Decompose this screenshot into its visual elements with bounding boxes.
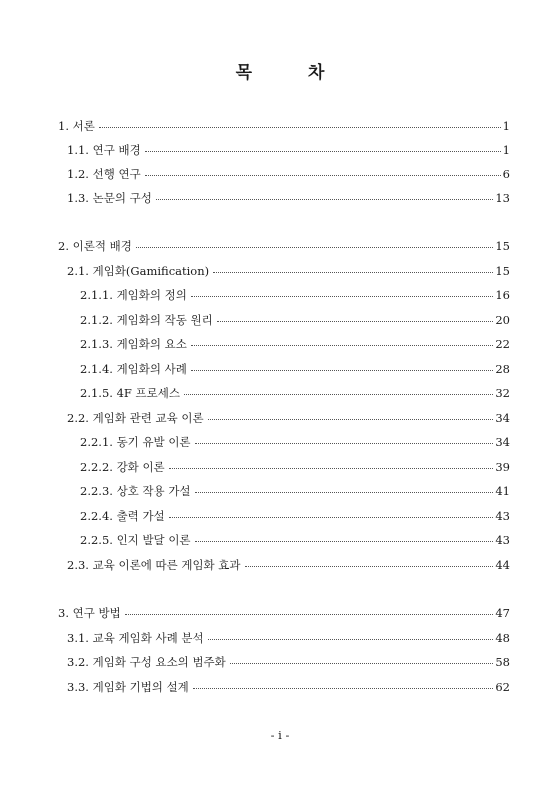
toc-entry-label: 3.1. 교육 게임화 사례 분석 <box>67 631 204 645</box>
toc-entry-section[interactable] <box>67 166 510 182</box>
toc-entry-page: 1 <box>502 143 510 157</box>
toc-leader-dots <box>213 263 493 273</box>
toc-entry-chapter[interactable] <box>58 118 510 134</box>
toc-entry-subsection[interactable] <box>80 483 510 499</box>
toc-leader-dots <box>193 679 494 689</box>
toc-entry-page: 32 <box>495 386 510 400</box>
toc-leader-dots <box>217 312 494 322</box>
toc-entry-page: 34 <box>495 411 510 425</box>
toc-leader-dots <box>208 630 494 640</box>
toc-entry-page: 13 <box>495 191 510 205</box>
toc-entry-label: 2.1.5. 4F 프로세스 <box>80 386 180 400</box>
toc-entry-label: 2.1.1. 게임화의 정의 <box>80 288 187 302</box>
toc-entry-chapter[interactable] <box>58 605 510 621</box>
toc-entry-page: 58 <box>495 655 510 669</box>
toc-entry-section[interactable] <box>67 654 510 670</box>
toc-entry-label: 1.1. 연구 배경 <box>67 143 141 157</box>
toc-leader-dots <box>125 605 494 615</box>
toc-leader-dots <box>245 557 494 567</box>
toc-entry-subsection[interactable] <box>80 336 510 352</box>
toc-entry-page: 1 <box>502 119 510 133</box>
toc-entry-label: 1.3. 논문의 구성 <box>67 191 152 205</box>
toc-leader-dots <box>195 532 494 542</box>
toc-leader-dots <box>191 287 493 297</box>
toc-leader-dots <box>191 336 493 346</box>
toc-entry-label: 2.1. 게임화(Gamification) <box>67 264 210 278</box>
toc-entry-page: 28 <box>495 362 510 376</box>
toc-entry-subsection[interactable] <box>80 434 510 450</box>
toc-entry-page: 15 <box>495 264 510 278</box>
toc-entry-subsection[interactable] <box>80 459 510 475</box>
toc-entry-page: 16 <box>495 288 510 302</box>
toc-entry-page: 44 <box>495 558 510 572</box>
toc-entry-page: 15 <box>495 239 510 253</box>
toc-entry-page: 43 <box>495 509 510 523</box>
toc-entry-section[interactable] <box>67 263 510 279</box>
toc-entry-label: 2.1.4. 게임화의 사례 <box>80 362 187 376</box>
toc-leader-dots <box>184 385 493 395</box>
toc-leader-dots <box>195 434 494 444</box>
toc-entry-label: 2.2. 게임화 관련 교육 이론 <box>67 411 204 425</box>
toc-entry-page: 39 <box>495 460 510 474</box>
page-title-char-1: 목 <box>235 63 252 83</box>
page-number-footer: - i - <box>270 728 290 742</box>
toc-entry-page: 41 <box>495 484 510 498</box>
toc-entry-label: 2.1.3. 게임화의 요소 <box>80 337 187 351</box>
toc-entry-label: 3.3. 게임화 기법의 설계 <box>67 680 189 694</box>
toc-entry-page: 6 <box>502 167 510 181</box>
toc-entry-label: 1.2. 선행 연구 <box>67 167 141 181</box>
toc-entry-subsection[interactable] <box>80 532 510 548</box>
toc-entry-subsection[interactable] <box>80 287 510 303</box>
toc-entry-section[interactable] <box>67 142 510 158</box>
toc-entry-label: 2.2.5. 인지 발달 이론 <box>80 533 191 547</box>
toc-leader-dots <box>195 483 494 493</box>
toc-entry-label: 2.3. 교육 이론에 따른 게임화 효과 <box>67 558 241 572</box>
toc-leader-dots <box>145 166 501 176</box>
toc-entry-label: 3.2. 게임화 구성 요소의 범주화 <box>67 655 226 669</box>
toc-entry-label: 2.2.4. 출력 가설 <box>80 509 165 523</box>
toc-entry-section[interactable] <box>67 410 510 426</box>
toc-leader-dots <box>191 361 493 371</box>
toc-entry-page: 47 <box>495 606 510 620</box>
toc-entry-subsection[interactable] <box>80 385 510 401</box>
toc-entry-label: 2.2.1. 동기 유발 이론 <box>80 435 191 449</box>
toc-leader-dots <box>230 654 494 664</box>
toc-entry-label: 3. 연구 방법 <box>58 606 121 620</box>
toc-entry-page: 62 <box>495 680 510 694</box>
toc-leader-dots <box>156 190 494 200</box>
toc-leader-dots <box>99 118 501 128</box>
toc-entry-section[interactable] <box>67 557 510 573</box>
toc-entry-label: 2.1.2. 게임화의 작동 원리 <box>80 313 213 327</box>
page-title <box>0 58 560 83</box>
page-title-char-2: 차 <box>308 63 325 83</box>
toc-entry-section[interactable] <box>67 630 510 646</box>
toc-leader-dots <box>136 238 494 248</box>
toc-leader-dots <box>169 508 494 518</box>
toc-entry-section[interactable] <box>67 679 510 695</box>
toc-entry-label: 2. 이론적 배경 <box>58 239 132 253</box>
toc-entry-page: 34 <box>495 435 510 449</box>
toc-leader-dots <box>169 459 494 469</box>
toc-entry-section[interactable] <box>67 190 510 206</box>
toc-entry-subsection[interactable] <box>80 508 510 524</box>
toc-entry-label: 2.2.2. 강화 이론 <box>80 460 165 474</box>
toc-entry-label: 1. 서론 <box>58 119 95 133</box>
toc-entry-page: 43 <box>495 533 510 547</box>
toc-entry-page: 48 <box>495 631 510 645</box>
toc-entry-subsection[interactable] <box>80 312 510 328</box>
toc-entry-label: 2.2.3. 상호 작용 가설 <box>80 484 191 498</box>
toc-entry-subsection[interactable] <box>80 361 510 377</box>
toc-leader-dots <box>145 142 501 152</box>
toc-entry-page: 22 <box>495 337 510 351</box>
toc-leader-dots <box>208 410 494 420</box>
toc-entry-page: 20 <box>495 313 510 327</box>
toc-entry-chapter[interactable] <box>58 238 510 254</box>
